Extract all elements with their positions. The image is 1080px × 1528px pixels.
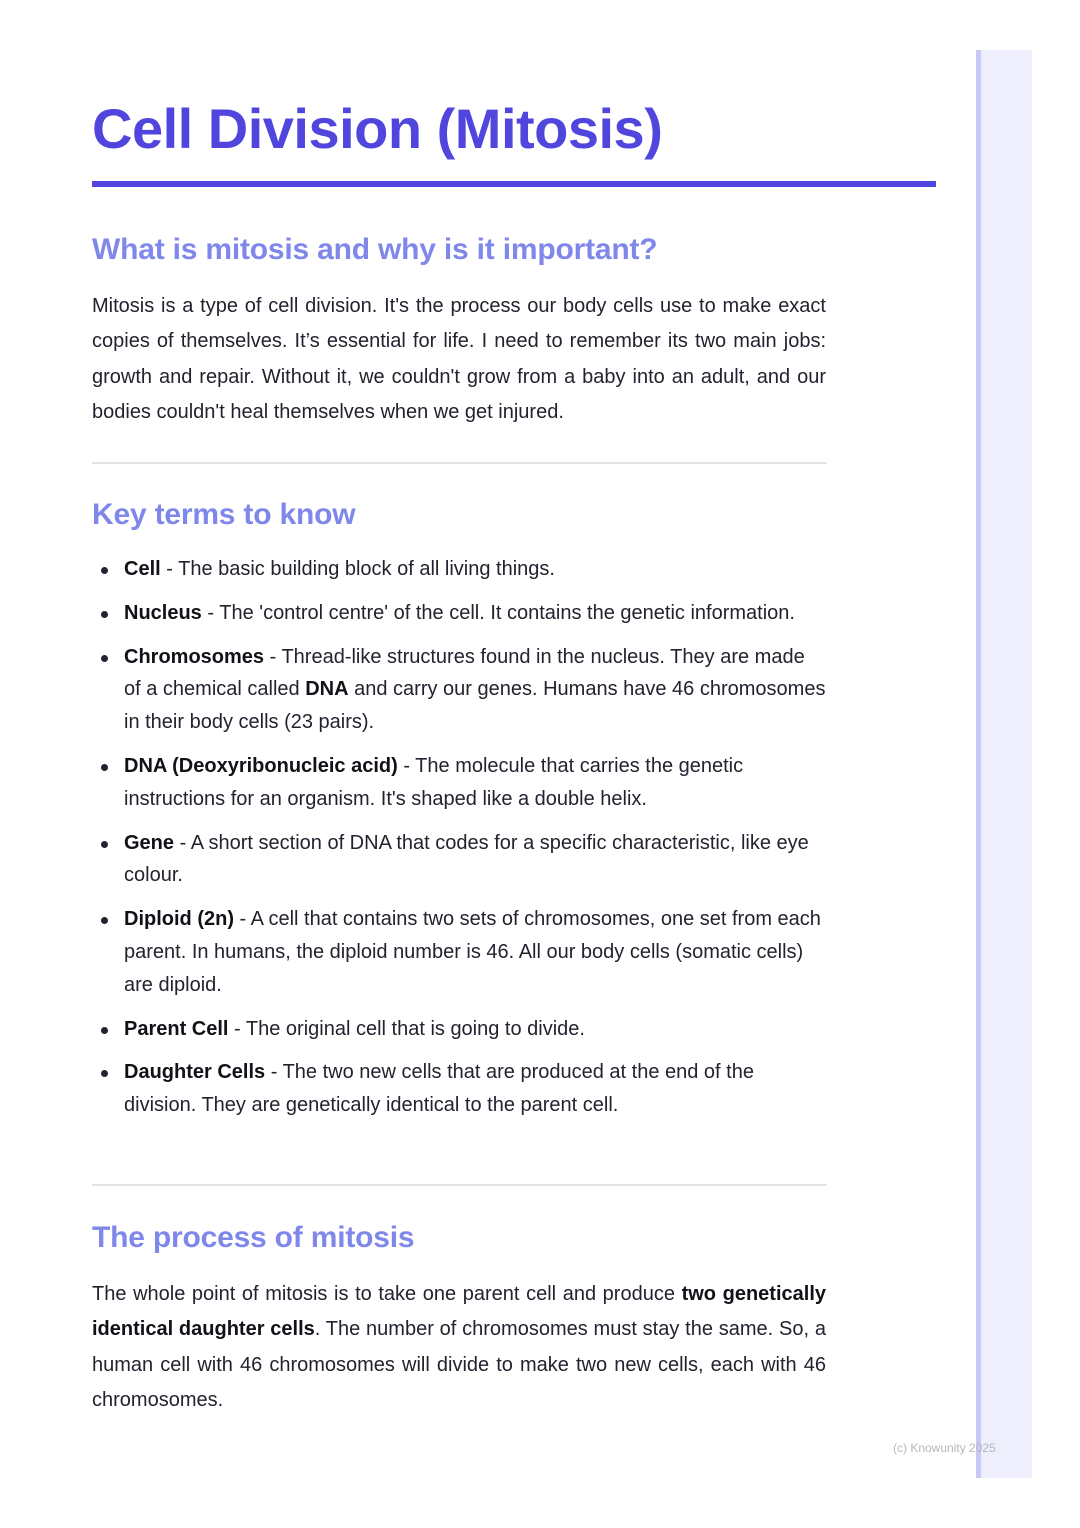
section-divider <box>92 1184 827 1186</box>
term-definition: - The basic building block of all living things. <box>160 558 555 580</box>
section-heading-key-terms: Key terms to know <box>92 498 356 531</box>
term-definition-continued: and carry our genes. Humans have 46 chromosomes in their body cells (23 pairs). <box>124 678 826 734</box>
section-heading-process: The process of mitosis <box>92 1221 415 1254</box>
list-item-parent-cell <box>92 1013 826 1046</box>
key-terms-list <box>92 553 826 1133</box>
copyright-footer: (c) Knowunity 2025 <box>893 1441 996 1455</box>
term-definition: - The two new cells that are produced at the end of the division. They are genetically identical to the parent cell. <box>124 1061 754 1117</box>
term-name: Nucleus <box>124 601 202 624</box>
process-text: The whole point of mitosis is to take one parent cell and produce <box>92 1283 682 1305</box>
section-heading-what-is-mitosis: What is mitosis and why is it important? <box>92 233 658 266</box>
section-divider <box>92 462 827 464</box>
term-name: Parent Cell <box>124 1017 229 1040</box>
list-item-daughter-cells <box>92 1056 826 1122</box>
term-name: Cell <box>124 558 161 580</box>
list-item-dna <box>92 750 826 816</box>
term-name: DNA (Deoxyribonucleic acid) <box>124 754 398 777</box>
process-paragraph <box>92 1277 826 1418</box>
list-item-nucleus <box>92 597 826 630</box>
page-title: Cell Division (Mitosis) <box>92 97 663 160</box>
list-item-cell <box>92 553 826 586</box>
term-definition: - A short section of DNA that codes for a specific characteristic, like eye colour. <box>124 831 809 887</box>
process-text-continued: . The number of chromosomes must stay the same. So, a human cell with 46 chromosomes will divide to make two new cells, each with 46 chromosomes. <box>92 1318 826 1411</box>
term-name: Daughter Cells <box>124 1061 266 1084</box>
list-item-gene <box>92 827 826 893</box>
title-underline <box>92 181 936 187</box>
process-emphasis: two genetically identical daughter cells <box>92 1283 826 1341</box>
term-definition: - The molecule that carries the genetic instructions for an organism. It's shaped like a double helix. <box>124 754 744 810</box>
inline-bold-dna: DNA <box>305 678 349 701</box>
term-name: Chromosomes <box>124 645 265 668</box>
intro-paragraph: Mitosis is a type of cell division. It's the process our body cells use to make exact copies of themselves. It’s essential for life. I need to remember its two main jobs: growth and repair. Without it, we couldn't grow from a baby into an adult, and our bodies couldn't heal themselves when we get injured. <box>92 295 826 423</box>
decorative-sidebar <box>976 50 1032 1478</box>
list-item-diploid <box>92 903 826 1001</box>
term-definition: - The 'control centre' of the cell. It contains the genetic information. <box>201 601 795 624</box>
term-name: Gene <box>124 831 175 854</box>
sidebar-accent-line <box>976 50 981 1478</box>
term-name: Diploid (2n) <box>124 908 234 931</box>
term-definition: - A cell that contains two sets of chromosomes, one set from each parent. In humans, the diploid number is 46. All our body cells (somatic cells) are diploid. <box>124 908 821 996</box>
list-item-chromosomes <box>92 641 826 739</box>
term-definition: - The original cell that is going to divide. <box>228 1017 585 1040</box>
term-definition: - Thread-like structures found in the nucleus. They are made of a chemical called <box>124 645 805 701</box>
